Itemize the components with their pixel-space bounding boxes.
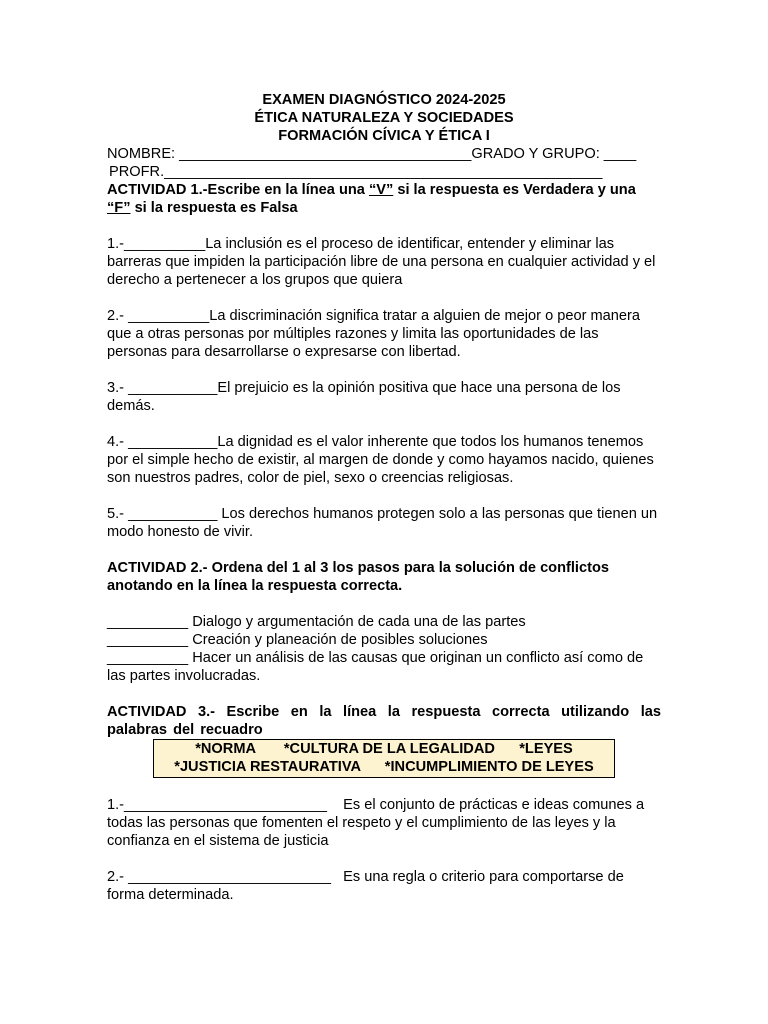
word-bank-box — [153, 739, 615, 778]
exam-title: EXAMEN DIAGNÓSTICO 2024-2025 — [262, 92, 506, 108]
activity1-title-start: ACTIVIDAD 1.-Escribe en la línea una — [107, 182, 369, 198]
exam-subtitle: ÉTICA NATURALEZA Y SOCIEDADES — [254, 110, 514, 126]
teacher-field[interactable]: PROFR.______________________________________________________ — [109, 164, 603, 180]
activity3-question-2[interactable]: 2.- _________________________ Es una regla o criterio para comportarse de forma determinada. — [107, 869, 628, 903]
word-bank-row-1: *NORMA *CULTURA DE LA LEGALIDAD *LEYES — [195, 741, 573, 757]
exam-subject: FORMACIÓN CÍVICA Y ÉTICA I — [278, 128, 490, 144]
activity1-question-1[interactable]: 1.-__________La inclusión es el proceso de identificar, entender y eliminar las barreras que impiden la participación libre de una persona en cualquier actividad y el derecho a pertenecer a los grupos que quiera — [107, 236, 656, 288]
activity1-title-end: si la respuesta es Falsa — [130, 200, 298, 216]
activity2-step-3[interactable]: __________ Hacer un análisis de las causas que originan un conflicto así como de las partes involucradas. — [107, 650, 644, 684]
activity2-title: ACTIVIDAD 2.- Ordena del 1 al 3 los pasos para la solución de conflictos anotando en la línea la respuesta correcta. — [107, 560, 609, 594]
activity2-step-1[interactable]: __________ Dialogo y argumentación de cada una de las partes — [107, 614, 526, 630]
activity1-title — [107, 181, 661, 217]
activity1-question-4[interactable]: 4.- ___________La dignidad es el valor inherente que todos los humanos tenemos por el simple hecho de existir, al margen de donde y como hayamos nacido, quienes son nuestros padres, color de piel, sexo o creencias religiosas. — [107, 434, 654, 486]
activity1-true-mark: “V” — [368, 182, 394, 198]
activity3-title: ACTIVIDAD 3.- Escribe en la línea la respuesta correcta utilizando las palabras del recuadro — [107, 704, 661, 738]
activity3-question-1[interactable]: 1.-_________________________ Es el conjunto de prácticas e ideas comunes a todas las personas que fomenten el respeto y el cumplimiento de las leyes y la confianza en el sistema de justicia — [107, 797, 649, 849]
exam-content — [107, 91, 661, 904]
activity2-step-2[interactable]: __________ Creación y planeación de posibles soluciones — [107, 632, 488, 648]
activity1-title-middle: si la respuesta es Verdadera y una — [393, 182, 636, 198]
activity1-question-2[interactable]: 2.- __________La discriminación significa tratar a alguien de mejor o peor manera que a otras personas por múltiples razones y limita las oportunidades de las personas para desarrollarse o expresarse con libertad. — [107, 308, 640, 360]
activity1-question-5[interactable]: 5.- ___________ Los derechos humanos protegen solo a las personas que tienen un modo honesto de vivir. — [107, 506, 658, 540]
name-grade-field[interactable]: NOMBRE: ____________________________________GRADO Y GRUPO: ____ — [107, 146, 637, 162]
word-bank-row-2: *JUSTICIA RESTAURATIVA *INCUMPLIMIENTO DE LEYES — [174, 759, 594, 775]
activity1-false-mark: “F” — [107, 200, 131, 216]
activity1-question-3[interactable]: 3.- ___________El prejuicio es la opinión positiva que hace una persona de los demás. — [107, 380, 621, 414]
